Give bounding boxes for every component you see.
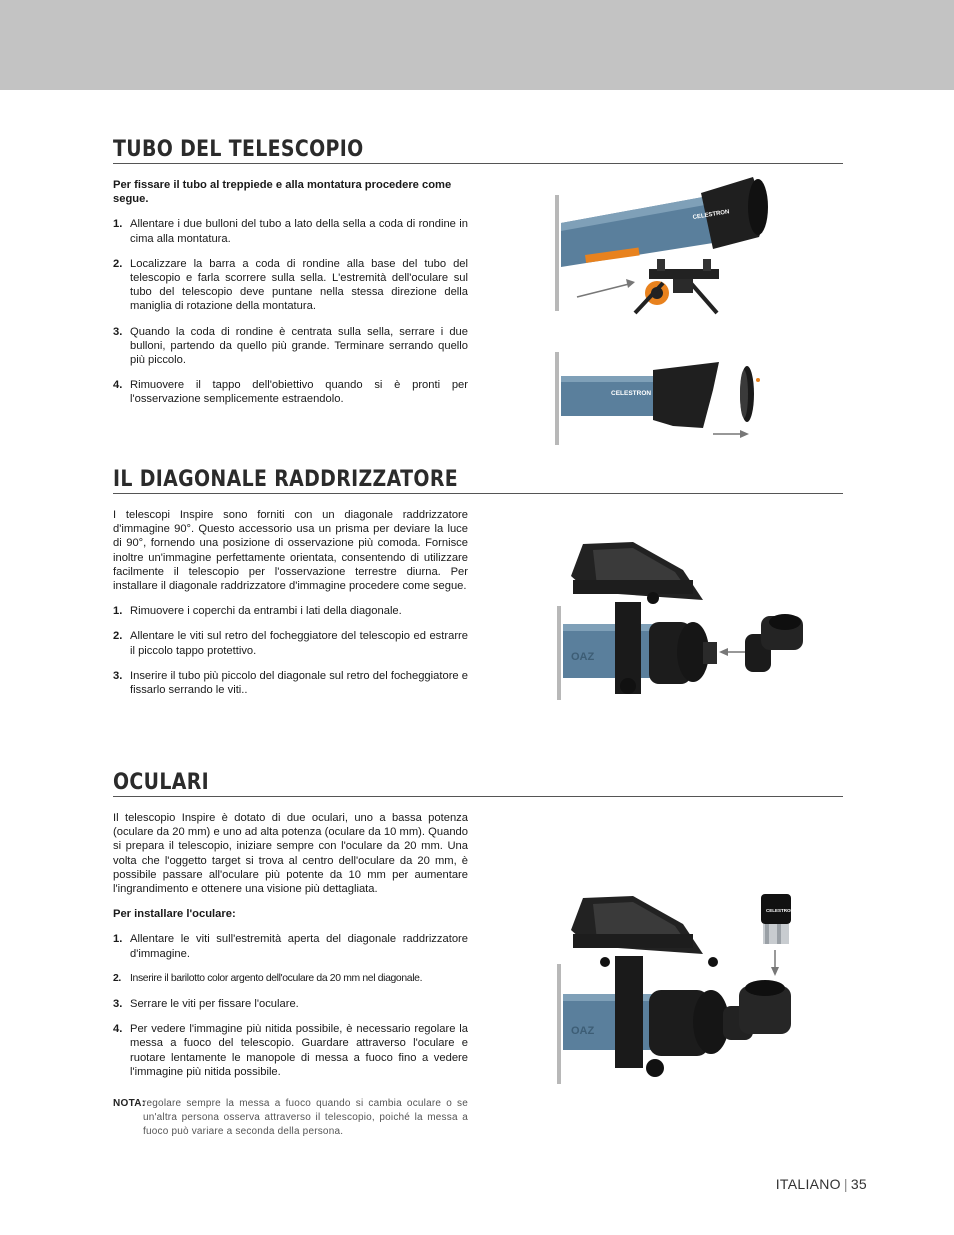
oculari-step-4: 4. Per vedere l'immagine più nitida possibile, è necessario regolare la messa a fuoco del telescopio. Guardare attraverso l'oculare e ruotare lentamente le manopole di messa a fuoco fino a vedere l'immagine più nitida possibile. xyxy=(113,1023,468,1078)
tube-mark-1: OAZ xyxy=(571,651,595,663)
oculari-note xyxy=(113,1097,468,1139)
section-rule-diagonale xyxy=(113,493,843,494)
diagonale-step-1: 1. Rimuovere i coperchi da entrambi i lati della diagonale. xyxy=(113,605,402,618)
diagonale-step-2: 2. Allentare le viti sul retro del focheggiatore del telescopio ed estrarre il piccolo tappo protettivo. xyxy=(113,630,468,657)
section-body-tubo xyxy=(113,178,468,418)
section-body-diagonale xyxy=(113,508,468,708)
brand-label-2: CELESTRON xyxy=(611,390,652,397)
footer-separator: | xyxy=(843,1176,848,1192)
tubo-step-1: 1. Allentare i due bulloni del tubo a lato della sella a coda di rondine in cima alla montatura. xyxy=(113,218,468,245)
note-label: NOTA: xyxy=(113,1098,146,1109)
page-footer xyxy=(776,1176,867,1192)
oculari-step-1: 1. Allentare le viti sull'estremità aperta del diagonale raddrizzatore d'immagine. xyxy=(113,933,468,960)
diagonale-intro: I telescopi Inspire sono forniti con un diagonale raddrizzatore d'immagine 90°. Questo accessorio usa un prisma per deviare la luce di 90°, fornendo una posizione di osservazione più comoda. Fornisce inoltre un'immagine perfettamente orientata, consentendo di utilizzare facilmente il telescopio per l'osservazione terrestre diurna. Per installare il diagonale raddrizzatore d'immagine procedere come segue. xyxy=(113,509,468,593)
tubo-steps xyxy=(113,217,468,406)
oculari-intro: Il telescopio Inspire è dotato di due oculari, uno a bassa potenza (oculare da 20 mm) e uno ad alta potenza (oculare da 10 mm). Quando si prepara il telescopio, iniziare sempre con l'oculare da 20 mm. Una volta che l'oggetto target si trova al centro dell'oculare da 20 mm, è possibile passare all'oculare più potente da 10 mm per aumentare l'ingrandimento e ottenere una visione più dettagliata. xyxy=(113,812,468,896)
figure-remove-cap xyxy=(553,350,773,450)
figure-eyepiece-install xyxy=(553,890,813,1088)
oculari-subhead: Per installare l'oculare: xyxy=(113,908,236,921)
diagonale-steps xyxy=(113,604,468,697)
oculari-steps xyxy=(113,932,468,1079)
figure-diagonal-install xyxy=(553,540,813,705)
tubo-intro: Per fissare il tubo al treppiede e alla montatura procedere come segue. xyxy=(113,179,452,206)
section-title-tubo: TUBO DEL TELESCOPIO xyxy=(113,137,364,162)
tubo-step-4: 4. Rimuovere il tappo dell'obiettivo quando si è pronti per l'osservazione semplicemente estraendolo. xyxy=(113,379,468,406)
diagonale-step-3: 3. Inserire il tubo più piccolo del diagonale sul retro del focheggiatore e fissarlo serrando le viti.. xyxy=(113,669,468,697)
tubo-step-2: 2. Localizzare la barra a coda di rondine alla base del tubo del telescopio e farla scorrere sulla sella. L'estremità dell'oculare sul tubo del telescopio deve puntane nella stessa direzione della maniglia di rotazione della montatura. xyxy=(113,257,468,313)
tubo-step-3: 3. Quando la coda di rondine è centrata sulla sella, serrare i due bulloni, partendo da quello più grande. Terminare serrando quello più piccolo. xyxy=(113,325,468,367)
section-title-oculari: OCULARI xyxy=(113,770,210,795)
section-title-diagonale: IL DIAGONALE RADDRIZZATORE xyxy=(113,467,459,492)
section-rule-oculari xyxy=(113,796,843,797)
brand-label-3: CELESTRON xyxy=(766,908,794,913)
note-text: regolare sempre la messa a fuoco quando si cambia oculare o se un'altra persona osserva attraverso il telescopio, poiché la messa a fuoco può variare a seconda della persona. xyxy=(143,1098,468,1137)
tube-mark-2: OAZ xyxy=(571,1025,595,1037)
section-rule-tubo xyxy=(113,163,843,164)
oculari-step-2: 2. Inserire il barilotto color argento dell'oculare da 20 mm nel diagonale. xyxy=(113,972,423,984)
figure-tube-mount xyxy=(553,175,773,315)
oculari-step-3: 3. Serrare le viti per fissare l'oculare. xyxy=(113,998,299,1011)
brand-label-1: CELESTRON xyxy=(692,209,730,221)
header-band xyxy=(0,0,954,90)
section-body-oculari xyxy=(113,811,468,1090)
page-number: 35 xyxy=(850,1176,867,1192)
footer-language: ITALIANO xyxy=(775,1176,841,1192)
